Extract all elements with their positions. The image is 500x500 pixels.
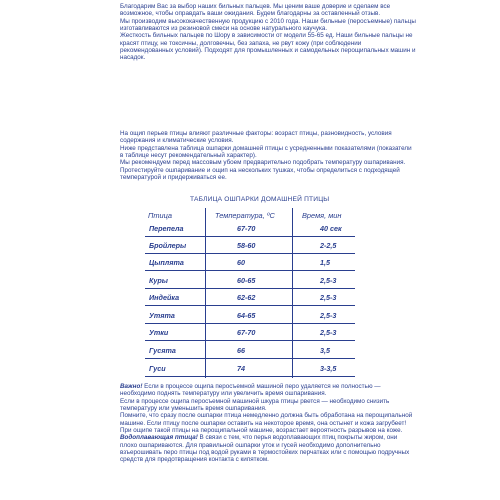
intro-paragraph-history: Мы производим высококачественную продукцию с 2010 года. Наши бильные (перосъемные) пальцы изготавливаются из резиновой смеси на основе натурального каучука. [120,17,416,33]
row-separator [145,358,355,359]
cell-time: 2,5-3 [320,276,337,285]
header-bird: Птица [148,211,173,220]
cell-bird: Цыплята [149,258,184,267]
cell-bird: Утки [149,328,169,337]
important-label: Важно! [120,383,143,390]
cell-bird: Гуси [149,364,166,373]
note-cooling: Помните, что сразу после ошпарки птица немедленно должна быть обработана на перощипальной машине. Если птицу после ошпарки оставить на некоторое время, она остынет и кожа загрубеет! При ощипе такой птицы на перощипальной машине, возрастает вероятность разрывов на коже. [120,412,413,435]
row-separator [145,340,355,341]
row-separator [145,376,355,377]
note-important [120,383,416,398]
cell-time: 2,5-3 [320,311,337,320]
note-waterfowl [120,434,416,463]
table-row [0,311,500,322]
row-separator [145,270,355,271]
note-torn-skin: Если в процессе ощипа перосъемной машиной шкура птицы рвется — необходимо снизить температуру или уменьшить время ошпаривания. [120,397,390,413]
header-time: Время, мин [302,211,342,220]
cell-bird: Гусята [149,346,176,355]
cell-time: 3,5 [320,346,330,355]
intro-section [120,3,416,62]
table-title: ТАБЛИЦА ОШПАРКИ ДОМАШНЕЙ ПТИЦЫ [190,196,330,203]
table-row [0,276,500,287]
table-row [0,346,500,357]
cell-temp: 66 [237,346,245,355]
cell-time: 2,5-3 [320,328,337,337]
cell-bird: Индейка [149,293,180,302]
cell-time: 40 сек [320,224,342,233]
table-row [0,241,500,252]
cell-temp: 58-60 [237,241,256,250]
factors-paragraph-table-intro: Ниже представлена таблица ошпарки домашней птицы с усредненными показателями (показатели в таблице несут рекомендательный характер). [120,144,412,160]
important-text: Если в процессе ощипа перосъемной машиной перо удаляется не полностью — необходимо поднять температуру или увеличить время ошпаривания. [120,383,381,398]
table-row [0,293,500,304]
cell-temp: 62-62 [237,293,256,302]
row-separator [145,236,355,237]
notes-section [120,383,416,464]
cell-bird: Утята [149,311,175,320]
intro-paragraph-thanks: Благодарим Вас за выбор наших бильных пальцев. Мы ценим ваше доверие и сделаем все возможное, чтобы оправдать ваши ожидания. Будем благодарны за оставленный отзыв. [120,3,391,18]
table-row [0,258,500,269]
row-separator [145,323,355,324]
table-row [0,328,500,339]
factors-paragraph-recommendation: Мы рекомендуем перед массовым убоем предварительно подобрать температуру ошпаривания. Протестируйте ошпаривание и ощип на нескольких тушках, чтобы определиться с подходящей температурой и придерживаться ее. [120,159,406,182]
intro-paragraph-hardness: Жесткость бильных пальцев по Шору в зависимости от модели 55-65 ед. Наши бильные пальцы не красят птицу, не токсичны, долговечны, без запаха, не рвут кожу (при соблюдении рекомендованных условий). Подходят для промышленных и самодельных перощипальных машин и насадок. [120,32,416,62]
row-separator [145,305,355,306]
cell-time: 1,5 [320,258,330,267]
cell-temp: 64-65 [237,311,256,320]
cell-temp: 67-70 [237,224,256,233]
table-row [0,364,500,375]
cell-bird: Куры [149,276,168,285]
table-row [0,224,500,235]
factors-paragraph-influence: На ощип перьев птицы влияют различные факторы: возраст птицы, разновидность, условия содержания и климатические условия. [120,130,392,145]
cell-temp: 67-70 [237,328,256,337]
factors-section [120,130,416,181]
cell-temp: 60-65 [237,276,256,285]
row-separator [145,253,355,254]
cell-time: 3-3,5 [320,364,337,373]
cell-temp: 60 [237,258,245,267]
cell-time: 2,5-3 [320,293,337,302]
cell-temp: 74 [237,364,245,373]
cell-bird: Перепела [149,224,184,233]
header-temperature: Температура, ºС [215,211,275,220]
waterfowl-text: В связи с тем, что перья водоплавающих птиц покрыты жиром, они плохо ошпариваются. Для правильной ошпарки уток и гусей необходимо дополнительно взъерошивать перо птицы под водой руками в термостойких перчатках или с помощью подручных средств для предотвращения контакта с кипятком. [120,434,410,464]
cell-bird: Бройлеры [149,241,187,250]
cell-time: 2-2,5 [320,241,337,250]
row-separator [145,288,355,289]
waterfowl-label: Водоплавающая птица! [120,434,198,442]
